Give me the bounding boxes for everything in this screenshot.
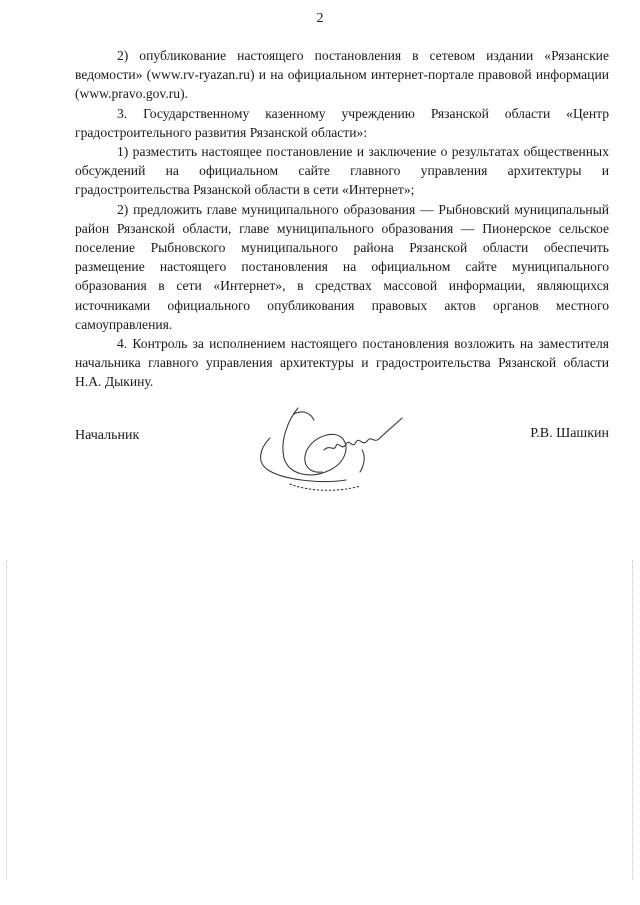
signatory-name: Р.В. Шашкин [530, 426, 609, 441]
paragraph-control: 4. Контроль за исполнением настоящего постановления возложить на заместителя начальника главного управления архитектуры и градостроительства Рязанской области Н.А. Дыкину. [75, 336, 609, 390]
signature-block [75, 400, 609, 500]
paragraph-publication: 2) опубликование настоящего постановления в сетевом издании «Рязанские ведомости» (www.rv-ryazan.ru) и на официальном интернет-портале правовой информации (www.pravo.gov.ru). [75, 48, 609, 102]
right-margin-scan-marks [632, 560, 635, 880]
paragraph-institution-item-1: 1) разместить настоящее постановление и заключение о результатах общественных обсуждений на официальном сайте главного управления архитектуры и градостроительства Рязанской области в сети «Интернет»; [75, 144, 609, 198]
handwritten-signature [250, 400, 430, 500]
left-margin-scan-marks [6, 560, 9, 880]
paragraph-institution-item-2: 2) предложить главе муниципального образования — Рыбновский муниципальный район Рязанской области, главе муниципального образования — Пионерское сельское поселение Рыбновского муниципального района Рязанской области обеспечить размещение настоящего постановления на официальном сайте муниципального образования в сети «Интернет», в средствах массовой информации, являющихся источниками официального опубликования правовых актов органов местного самоуправления. [75, 201, 609, 332]
paragraph-institution: 3. Государственному казенному учреждению Рязанской области «Центр градостроительного развития Рязанской области»: [75, 105, 609, 140]
document-body [75, 46, 609, 392]
page-number: 2 [316, 11, 324, 26]
signatory-title: Начальник [75, 428, 140, 443]
